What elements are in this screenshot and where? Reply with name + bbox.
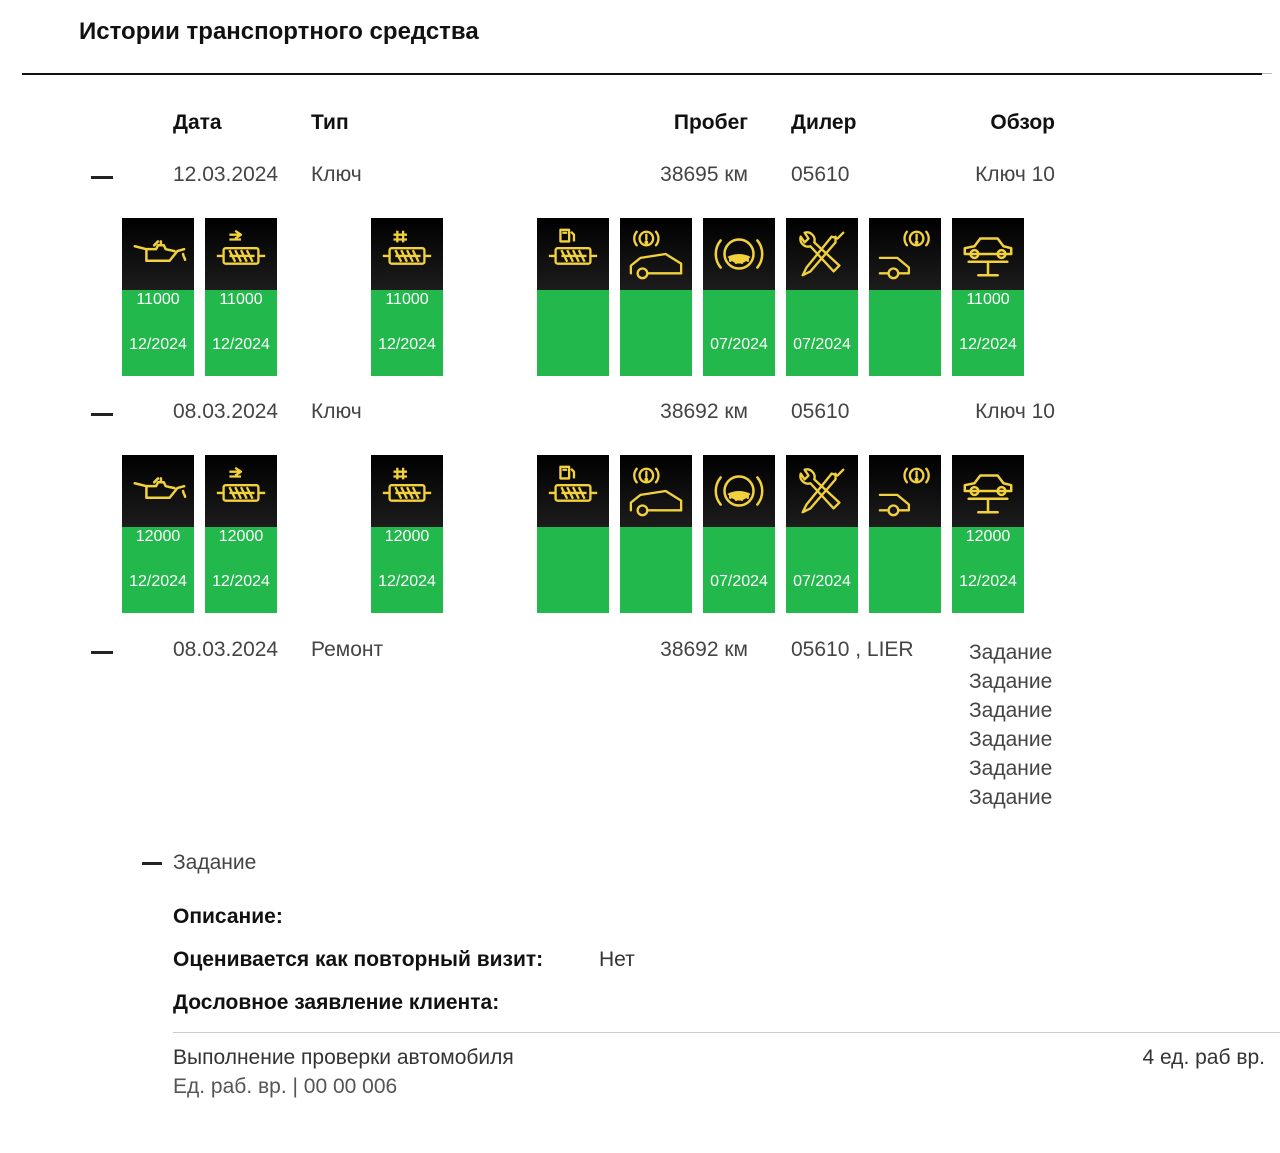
service-tile-status — [952, 290, 1024, 376]
job-units: 4 ед. раб вр. — [1142, 1046, 1265, 1069]
row-type: Ключ — [311, 400, 362, 423]
oil-can-icon — [122, 455, 194, 527]
service-due-date: 12/2024 — [378, 573, 436, 590]
service-tile[interactable] — [122, 218, 194, 376]
service-due-mileage: 12000 — [965, 528, 1011, 545]
front-brake-icon — [620, 218, 692, 290]
history-row — [0, 400, 1280, 430]
service-tile-status — [122, 290, 194, 376]
service-tile-status — [371, 527, 443, 613]
service-tile[interactable] — [703, 455, 775, 613]
column-header-overview[interactable]: Обзор — [990, 111, 1055, 134]
service-tile[interactable] — [371, 455, 443, 613]
history-row — [0, 163, 1280, 193]
service-tile-status — [205, 290, 277, 376]
service-tile[interactable] — [122, 455, 194, 613]
collapse-toggle[interactable] — [91, 176, 113, 179]
service-tile[interactable] — [205, 455, 277, 613]
service-tile-status — [537, 527, 609, 613]
job-divider — [173, 1032, 1280, 1033]
repair-task-link[interactable]: Задание — [969, 786, 1053, 809]
service-tile[interactable] — [205, 218, 277, 376]
service-due-date: 12/2024 — [212, 573, 270, 590]
service-tile[interactable] — [537, 218, 609, 376]
service-due-mileage: 12000 — [218, 528, 264, 545]
service-tile[interactable] — [703, 218, 775, 376]
fuel-filter-icon — [537, 455, 609, 527]
customer-statement-label: Дословное заявление клиента: — [173, 991, 500, 1014]
row-mileage: 38692 км — [660, 638, 748, 661]
job-name: Выполнение проверки автомобиля — [173, 1046, 514, 1069]
fuel-filter-icon — [537, 218, 609, 290]
repeat-visit-label: Оценивается как повторный визит: — [173, 948, 544, 971]
description-label: Описание: — [173, 905, 283, 928]
collapse-toggle[interactable] — [91, 651, 113, 654]
row-date: 08.03.2024 — [173, 638, 279, 661]
repair-task-list — [969, 638, 1052, 812]
page-title: Истории транспортного средства — [79, 18, 479, 45]
inspection-tools-icon — [786, 218, 858, 290]
service-tile-status — [122, 527, 194, 613]
service-due-date: 07/2024 — [793, 336, 851, 353]
task-title[interactable]: Задание — [173, 851, 257, 874]
service-tile[interactable] — [952, 218, 1024, 376]
row-date: 12.03.2024 — [173, 163, 279, 186]
service-tile[interactable] — [869, 218, 941, 376]
service-due-mileage: 12000 — [384, 528, 430, 545]
row-overview: Ключ 10 — [975, 400, 1055, 423]
service-due-date: 07/2024 — [710, 573, 768, 590]
front-brake-icon — [620, 455, 692, 527]
title-divider-end — [1262, 73, 1272, 74]
service-tile-status — [869, 290, 941, 376]
repair-task-link[interactable]: Задание — [969, 728, 1053, 751]
history-row — [0, 638, 1280, 668]
air-filter-icon — [205, 218, 277, 290]
task-collapse-toggle[interactable] — [142, 862, 162, 865]
service-due-date: 12/2024 — [129, 336, 187, 353]
service-due-mileage: 11000 — [136, 291, 180, 308]
service-tile-status — [620, 527, 692, 613]
row-type: Ключ — [311, 163, 362, 186]
service-tile-status — [703, 527, 775, 613]
rear-brake-icon — [869, 218, 941, 290]
service-tile-status — [952, 527, 1024, 613]
column-header-mileage[interactable]: Пробег — [673, 111, 748, 134]
cabin-filter-icon — [371, 218, 443, 290]
vehicle-lift-icon — [952, 218, 1024, 290]
repair-task-link[interactable]: Задание — [969, 641, 1053, 664]
service-due-date: 07/2024 — [793, 573, 851, 590]
service-tile[interactable] — [537, 455, 609, 613]
oil-can-icon — [122, 218, 194, 290]
service-tiles — [0, 455, 1280, 613]
service-tile[interactable] — [952, 455, 1024, 613]
repair-task-link[interactable]: Задание — [969, 757, 1053, 780]
brake-fluid-icon — [703, 218, 775, 290]
brake-fluid-icon — [703, 455, 775, 527]
service-tile-status — [620, 290, 692, 376]
air-filter-icon — [205, 455, 277, 527]
row-dealer: 05610 — [791, 163, 850, 186]
service-due-mileage: 11000 — [966, 291, 1010, 308]
service-tile-status — [869, 527, 941, 613]
row-dealer: 05610 — [791, 400, 850, 423]
service-due-mileage: 11000 — [385, 291, 429, 308]
row-date: 08.03.2024 — [173, 400, 279, 423]
rear-brake-icon — [869, 455, 941, 527]
service-tile-status — [205, 527, 277, 613]
service-tiles — [0, 218, 1280, 376]
inspection-tools-icon — [786, 455, 858, 527]
column-header-dealer[interactable]: Дилер — [791, 111, 857, 134]
row-type: Ремонт — [311, 638, 384, 661]
collapse-toggle[interactable] — [91, 413, 113, 416]
row-overview: Ключ 10 — [975, 163, 1055, 186]
service-tile[interactable] — [869, 455, 941, 613]
row-mileage: 38692 км — [660, 400, 748, 423]
job-code: Ед. раб. вр. | 00 00 006 — [173, 1075, 398, 1098]
row-dealer: 05610 , LIER — [791, 638, 914, 661]
column-header-date[interactable]: Дата — [173, 111, 222, 134]
vehicle-lift-icon — [952, 455, 1024, 527]
service-tile-status — [786, 290, 858, 376]
service-tile[interactable] — [620, 455, 692, 613]
service-due-date: 12/2024 — [212, 336, 270, 353]
service-due-mileage: 11000 — [219, 291, 263, 308]
repeat-visit-value: Нет — [599, 948, 635, 971]
service-tile-status — [786, 527, 858, 613]
service-due-date: 12/2024 — [378, 336, 436, 353]
repair-task-link[interactable]: Задание — [969, 699, 1053, 722]
row-mileage: 38695 км — [660, 163, 748, 186]
service-tile[interactable] — [371, 218, 443, 376]
service-tile-status — [703, 290, 775, 376]
service-tile[interactable] — [786, 455, 858, 613]
repair-task-link[interactable]: Задание — [969, 670, 1053, 693]
cabin-filter-icon — [371, 455, 443, 527]
service-due-date: 12/2024 — [959, 336, 1017, 353]
service-due-date: 12/2024 — [959, 573, 1017, 590]
service-tile[interactable] — [620, 218, 692, 376]
column-header-type[interactable]: Тип — [311, 111, 349, 134]
service-tile-status — [371, 290, 443, 376]
service-tile-status — [537, 290, 609, 376]
service-due-mileage: 12000 — [135, 528, 181, 545]
service-due-date: 12/2024 — [129, 573, 187, 590]
title-divider — [22, 73, 1262, 75]
service-due-date: 07/2024 — [710, 336, 768, 353]
service-tile[interactable] — [786, 218, 858, 376]
